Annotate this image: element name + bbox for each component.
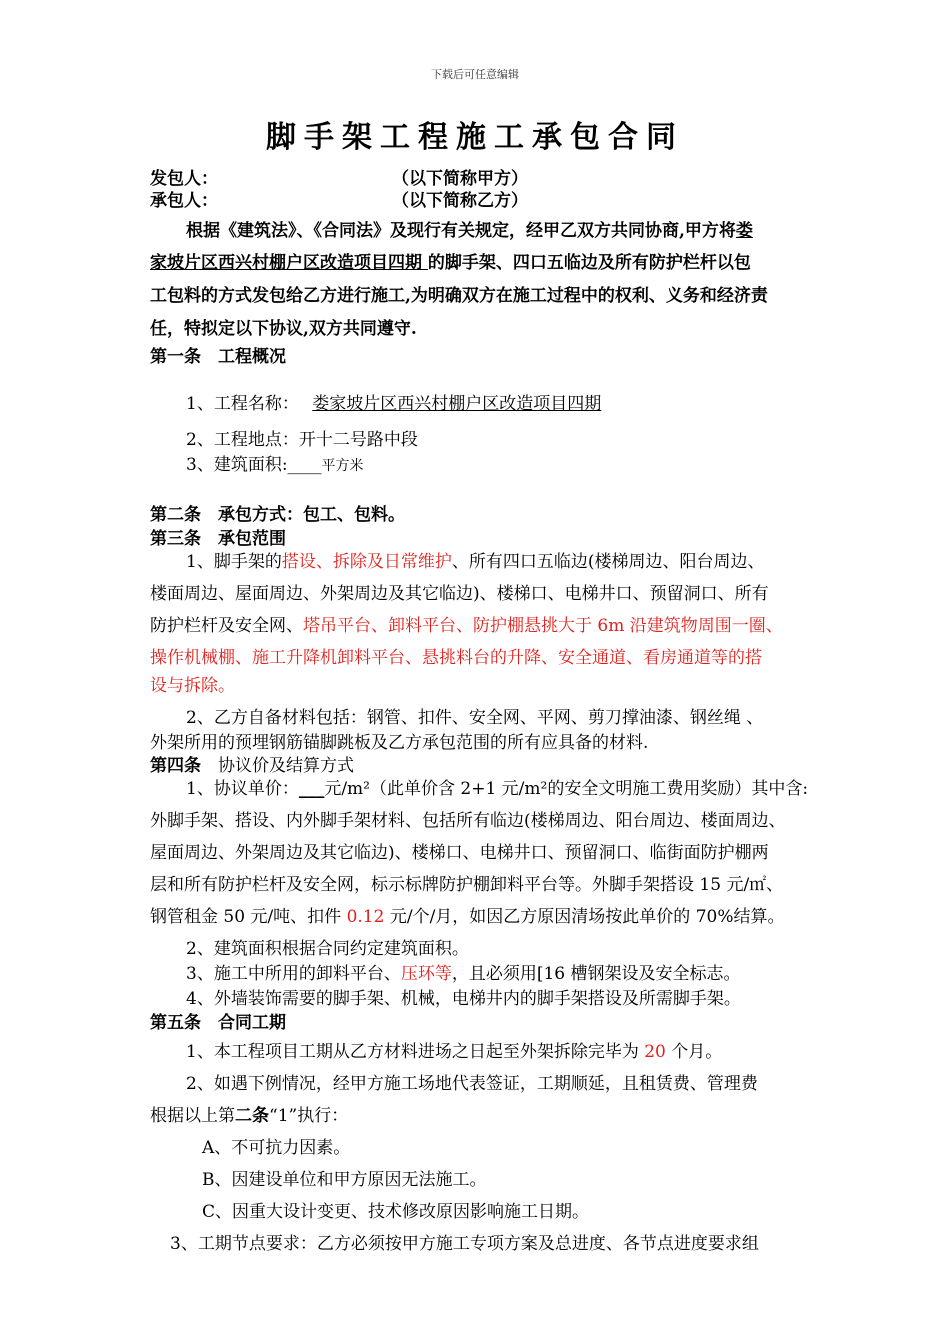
price-text: 元/m²（此单价含 2+1 元/m²的安全文明施工费用奖励）其中含: bbox=[324, 779, 809, 799]
condition-c: C、因重大设计变更、技术修改原因影响施工日期。 bbox=[202, 1202, 590, 1222]
extension-article-ref: 二条 bbox=[235, 1106, 269, 1126]
duration-text: 1、本工程项目工期从乙方材料进场之日起至外架拆除完毕为 bbox=[186, 1042, 645, 1062]
building-area-unit: 平方米 bbox=[321, 458, 364, 474]
contractor-label: 承包人： bbox=[150, 191, 218, 211]
preamble-text: 的脚手架、四口五临边及所有防护栏杆以包 bbox=[427, 253, 751, 273]
extension-text: 根据以上第 bbox=[150, 1106, 235, 1126]
price-line-4: 层和所有防护栏杆及安全网，标示标牌防护棚卸料平台等。外脚手架搭设 15 元/㎡、 bbox=[150, 875, 784, 895]
price-line-3: 屋面周边、外架周边及其它临边)、楼梯口、电梯井口、预留洞口、临街面防护棚两 bbox=[150, 843, 769, 863]
platform-highlight: 压环等 bbox=[400, 964, 452, 984]
duration-clause bbox=[186, 1041, 722, 1063]
price-text: 钢管租金 50 元/吨、扣件 bbox=[150, 907, 347, 927]
article-5-heading: 第五条 合同工期 bbox=[150, 1013, 286, 1033]
extension-text: “1”执行： bbox=[269, 1106, 349, 1126]
scope-text: 防护栏杆及安全网、 bbox=[150, 616, 303, 636]
building-area-row bbox=[186, 454, 364, 477]
page-header: 下载后可任意编辑 bbox=[431, 68, 519, 81]
materials-line-1: 2、乙方自备材料包括：钢管、扣件、安全网、平网、剪刀撑油漆、钢丝绳 、 bbox=[186, 708, 764, 728]
duration-months: 20 bbox=[644, 1042, 666, 1062]
unit-price-blank: ___ bbox=[298, 779, 325, 799]
condition-a: A、不可抗力因素。 bbox=[202, 1138, 351, 1158]
contractor-note: （以下简称乙方） bbox=[392, 191, 528, 211]
contract-title: 脚手架工程施工承包合同 bbox=[266, 120, 684, 155]
preamble-line-4: 任，特拟定以下协议,双方共同遵守. bbox=[150, 319, 417, 339]
preamble-line-1 bbox=[186, 220, 753, 242]
preamble-line-3: 工包料的方式发包给乙方进行施工,为明确双方在施工过程中的权利、义务和经济责 bbox=[150, 286, 768, 306]
employer-note: （以下简称甲方） bbox=[392, 169, 528, 189]
scope-highlight: 搭设、拆除及日常维护 bbox=[281, 552, 452, 572]
project-name-label: 1、工程名称： bbox=[186, 394, 299, 414]
scope-line-1 bbox=[186, 551, 764, 573]
area-clause: 2、建筑面积根据合同约定建筑面积。 bbox=[186, 939, 469, 959]
platform-text: 3、施工中所用的卸料平台、 bbox=[186, 964, 401, 984]
building-area-label: 3、建筑面积: bbox=[186, 455, 288, 475]
project-name-value: 娄家坡片区西兴村棚户区改造项目四期 bbox=[312, 394, 602, 414]
price-line-5 bbox=[150, 906, 785, 928]
milestone-clause: 3、工期节点要求：乙方必须按甲方施工专项方案及总进度、各节点进度要求组 bbox=[170, 1234, 759, 1254]
fastener-rate: 0.12 bbox=[346, 907, 385, 927]
scope-line-2: 楼面周边、屋面周边、外架周边及其它临边)、楼梯口、电梯井口、预留洞口、所有 bbox=[150, 584, 769, 604]
employer-label: 发包人： bbox=[150, 169, 218, 189]
materials-line-2: 外架所用的预埋钢筋锚脚跳板及乙方承包范围的所有应具备的材料. bbox=[150, 733, 649, 753]
project-name-row bbox=[186, 393, 601, 415]
article-4-number: 第四条 bbox=[150, 756, 201, 776]
scope-line-3 bbox=[150, 615, 783, 637]
preamble-text: 根据《建筑法》、《合同法》及现行有关规定，经甲乙双方共同协商,甲方将 bbox=[186, 221, 736, 241]
article-4-title: 协议价及结算方式 bbox=[201, 756, 354, 776]
price-text: 1、协议单价： bbox=[186, 779, 299, 799]
condition-b: B、因建设单位和甲方原因无法施工。 bbox=[202, 1170, 487, 1190]
article-4-heading bbox=[150, 755, 354, 777]
scope-line-5: 设与拆除。 bbox=[150, 676, 235, 696]
preamble-line-2 bbox=[150, 252, 751, 274]
facade-clause: 4、外墙装饰需要的脚手架、机械，电梯井内的脚手架搭设及所需脚手架。 bbox=[186, 989, 741, 1009]
price-line-1 bbox=[186, 778, 808, 800]
article-1-heading: 第一条 工程概况 bbox=[150, 347, 286, 367]
price-text: 元/个/月，如因乙方原因清场按此单价的 70%结算。 bbox=[384, 907, 785, 927]
article-3-heading: 第三条 承包范围 bbox=[150, 529, 286, 549]
scope-text: 、所有四口五临边(楼梯周边、阳台周边、 bbox=[451, 552, 765, 572]
project-name-part: 家坡片区西兴村棚户区改造项目四期 bbox=[150, 253, 428, 273]
scope-line-4: 操作机械棚、施工升降机卸料平台、悬挑料台的升降、安全通道、看房通道等的搭 bbox=[150, 648, 762, 668]
project-name-part: 娄 bbox=[735, 221, 753, 241]
platform-text: ，且必须用[16 槽钢架设及安全标志。 bbox=[451, 964, 741, 984]
duration-text: 个月。 bbox=[665, 1042, 723, 1062]
project-site: 2、工程地点：开十二号路中段 bbox=[186, 430, 418, 450]
extension-line-2 bbox=[150, 1105, 348, 1127]
scope-text: 1、脚手架的 bbox=[186, 552, 282, 572]
article-2-heading: 第二条 承包方式：包工、包料。 bbox=[150, 505, 405, 525]
building-area-blank: ____ bbox=[287, 455, 322, 475]
price-line-2: 外脚手架、搭设、内外脚手架材料、包括所有临边(楼梯周边、阳台周边、楼面周边、 bbox=[150, 811, 786, 831]
extension-line-1: 2、如遇下例情况，经甲方施工场地代表签证，工期顺延，且租赁费、管理费 bbox=[186, 1074, 758, 1094]
platform-clause bbox=[186, 963, 741, 985]
scope-highlight: 塔吊平台、卸料平台、防护棚悬挑大于 6m 沿建筑物周围一圈、 bbox=[303, 616, 783, 636]
